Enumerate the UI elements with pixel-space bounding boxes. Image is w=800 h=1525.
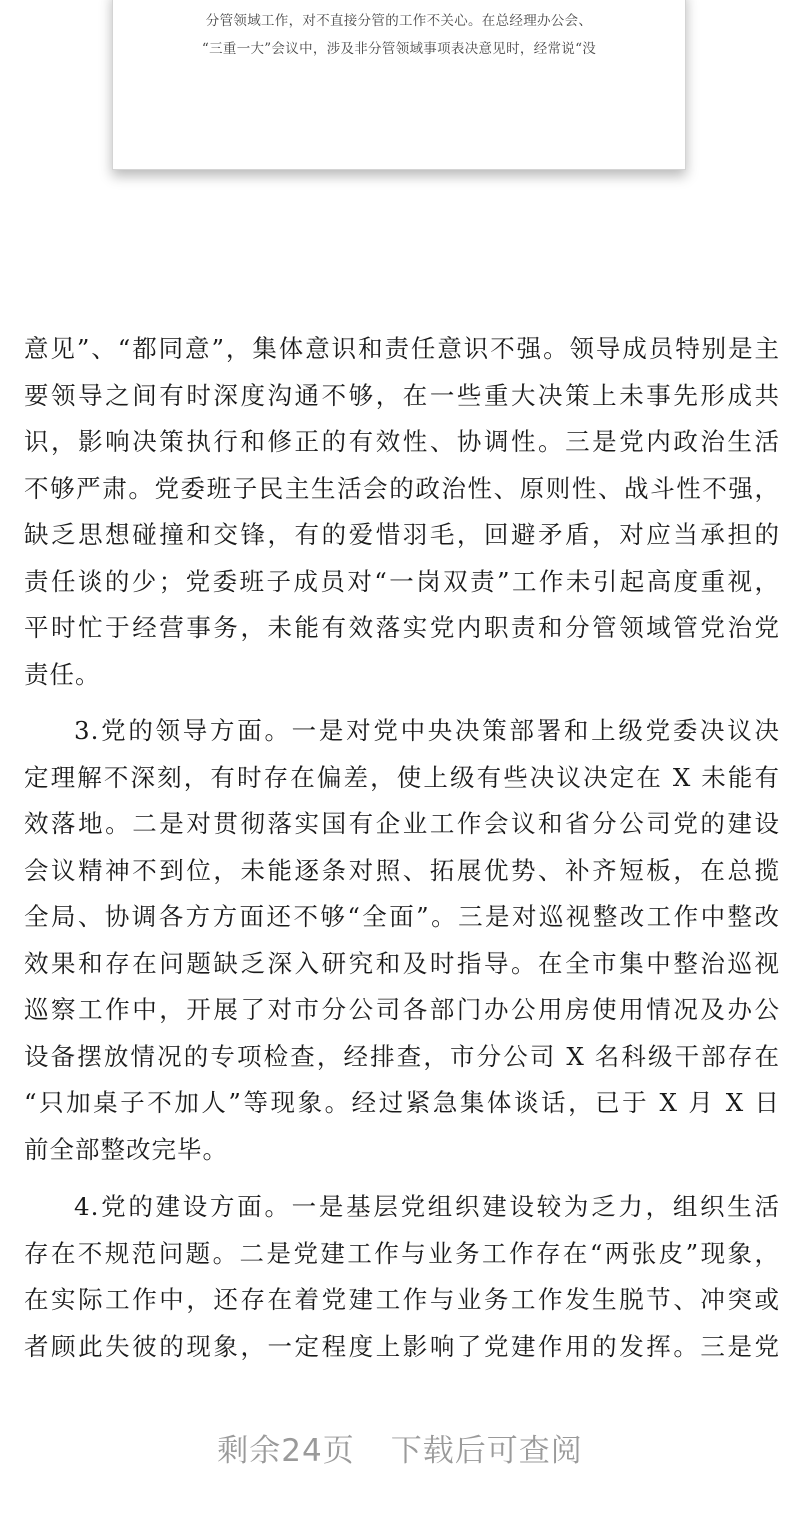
text-line: 意见”、“都同意”，集体意识和责任意识不强。领导成员特别是主 — [24, 334, 780, 363]
text-line: “只加桌子不加人”等现象。经过紧急集体谈话，已于 X 月 X 日 — [24, 1088, 780, 1117]
text-line: 缺乏思想碰撞和交锋，有的爱惜羽毛，回避矛盾，对应当承担的 — [24, 520, 780, 549]
body-paragraph-3 — [24, 1184, 780, 1370]
text-line: 全局、协调各方方面还不够“全面”。三是对巡视整改工作中整改 — [24, 902, 780, 931]
text-line: 责任。 — [24, 659, 101, 689]
text-line: 效落地。二是对贯彻落实国有企业工作会议和省分公司党的建设 — [24, 809, 780, 838]
text-line: 前全部整改完毕。 — [24, 1134, 228, 1164]
text-line: 会议精神不到位，未能逐条对照、拓展优势、补齐短板，在总揽 — [24, 855, 780, 885]
text-line: 效果和存在问题缺乏深入研究和及时指导。在全市集中整治巡视 — [24, 948, 780, 978]
text-line: 要领导之间有时深度沟通不够，在一些重大决策上未事先形成共 — [24, 380, 780, 410]
download-prompt[interactable] — [0, 1425, 800, 1470]
card-text-line: 分管领域工作，对不直接分管的工作不关心。在总经理办公会、 — [205, 13, 593, 29]
text-line: 定理解不深刻，有时存在偏差，使上级有些决议决定在 X 未能有 — [24, 762, 780, 792]
text-line: 4.党的建设方面。一是基层党组织建设较为乏力，组织生活 — [74, 1192, 780, 1221]
remaining-pages-label: 剩余24页 — [217, 1433, 355, 1469]
text-line: 存在不规范问题。二是党建工作与业务工作存在“两张皮”现象， — [24, 1238, 780, 1268]
text-line: 不够严肃。党委班子民主生活会的政治性、原则性、战斗性不强， — [24, 473, 780, 503]
download-to-read-label: 下载后可查阅 — [390, 1433, 583, 1469]
text-line: 者顾此失彼的现象，一定程度上影响了党建作用的发挥。三是党 — [24, 1331, 780, 1361]
text-line: 在实际工作中，还存在着党建工作与业务工作发生脱节、冲突或 — [24, 1285, 780, 1314]
text-line: 巡察工作中，开展了对市分公司各部门办公用房使用情况及办公 — [24, 995, 780, 1024]
body-paragraph-2 — [24, 708, 780, 1173]
card-text-line: “三重一大”会议中，涉及非分管领域事项表决意见时，经常说“没 — [201, 41, 597, 57]
body-paragraph-1 — [24, 326, 780, 698]
text-line: 设备摆放情况的专项检查，经排查，市分公司 X 名科级干部存在 — [24, 1041, 780, 1071]
document-preview-card — [112, 0, 686, 170]
text-line: 责任谈的少；党委班子成员对“一岗双责”工作未引起高度重视， — [24, 566, 780, 596]
text-line: 平时忙于经营事务，未能有效落实党内职责和分管领域管党治党 — [24, 613, 780, 642]
text-line: 3.党的领导方面。一是对党中央决策部署和上级党委决议决 — [74, 716, 780, 745]
text-line: 识，影响决策执行和修正的有效性、协调性。三是党内政治生活 — [24, 427, 780, 456]
